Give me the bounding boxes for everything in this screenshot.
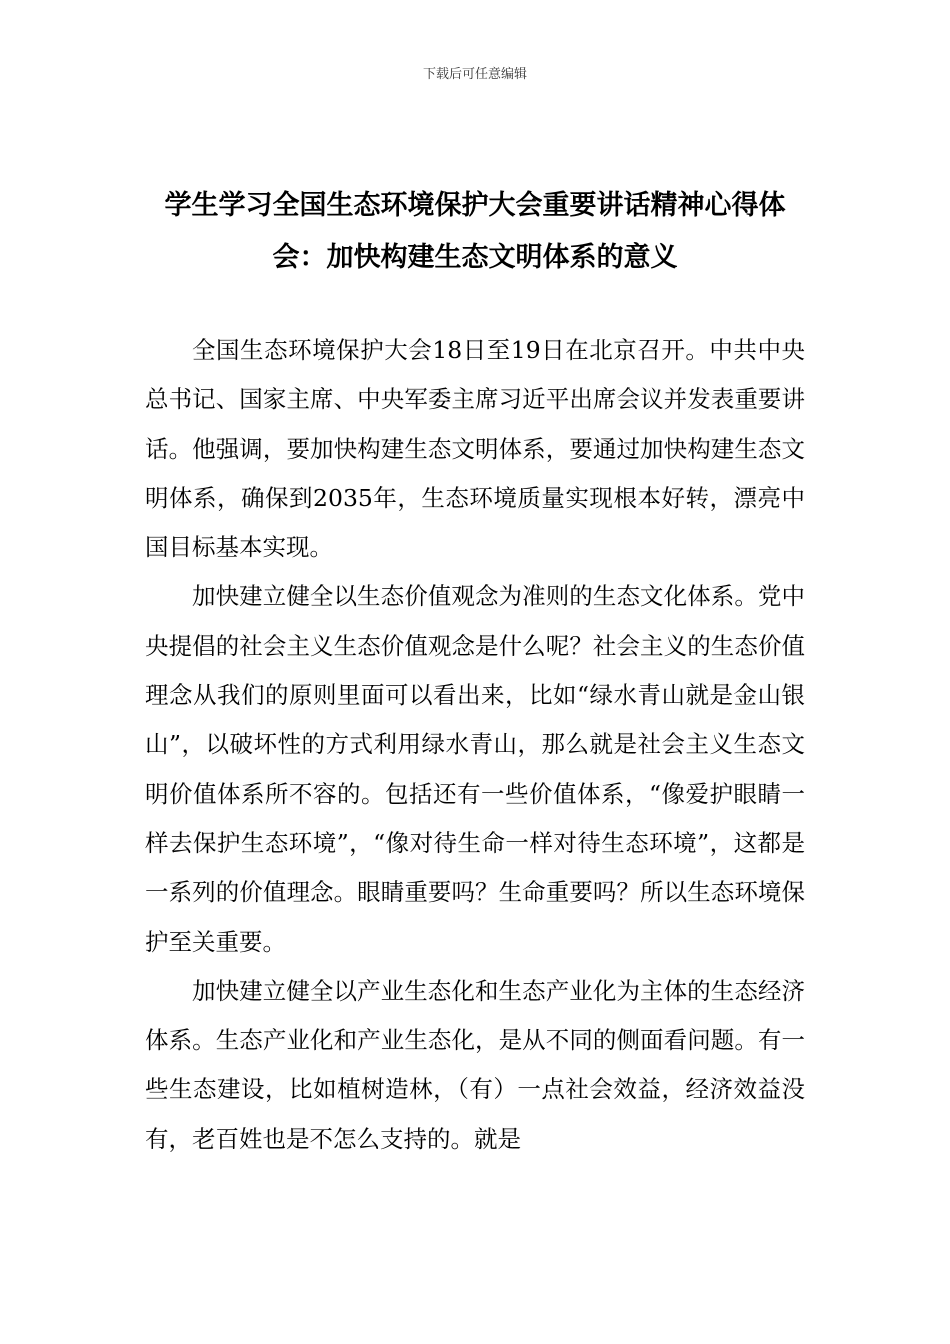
paragraph-3: 加快建立健全以产业生态化和生态产业化为主体的生态经济体系。生态产业化和产业生态化，是从不同的侧面看问题。有一些生态建设，比如植树造林，（有）一点社会效益，经济效益没有，老百姓也是不怎么支持的。就是 xyxy=(145,976,805,1153)
title-line-1: 学生学习全国生态环境保护大会重要讲话精神心得体 xyxy=(164,190,786,221)
header-note: 下载后可任意编辑 xyxy=(422,67,527,82)
paragraph-2: 加快建立健全以生态价值观念为准则的生态文化体系。党中央提倡的社会主义生态价值观念是什么呢？社会主义的生态价值理念从我们的原则里面可以看出来，比如“绿水青山就是金山银山”，以破坏性的方式利用绿水青山，那么就是社会主义生态文明价值体系所不容的。包括还有一些价值体系，“像爱护眼睛一样去保护生态环境”，“像对待生命一样对待生态环境”，这都是一系列的价值理念。眼睛重要吗？生命重要吗？所以生态环境保护至关重要。 xyxy=(145,582,805,956)
document-body xyxy=(145,326,805,1164)
paragraph-1: 全国生态环境保护大会18日至19日在北京召开。中共中央总书记、国家主席、中央军委主席习近平出席会议并发表重要讲话。他强调，要加快构建生态文明体系，要通过加快构建生态文明体系，确保到2035年，生态环境质量实现根本好转，漂亮中国目标基本实现。 xyxy=(145,336,805,562)
document-title xyxy=(140,180,810,284)
title-line-2: 会：加快构建生态文明体系的意义 xyxy=(272,242,678,273)
